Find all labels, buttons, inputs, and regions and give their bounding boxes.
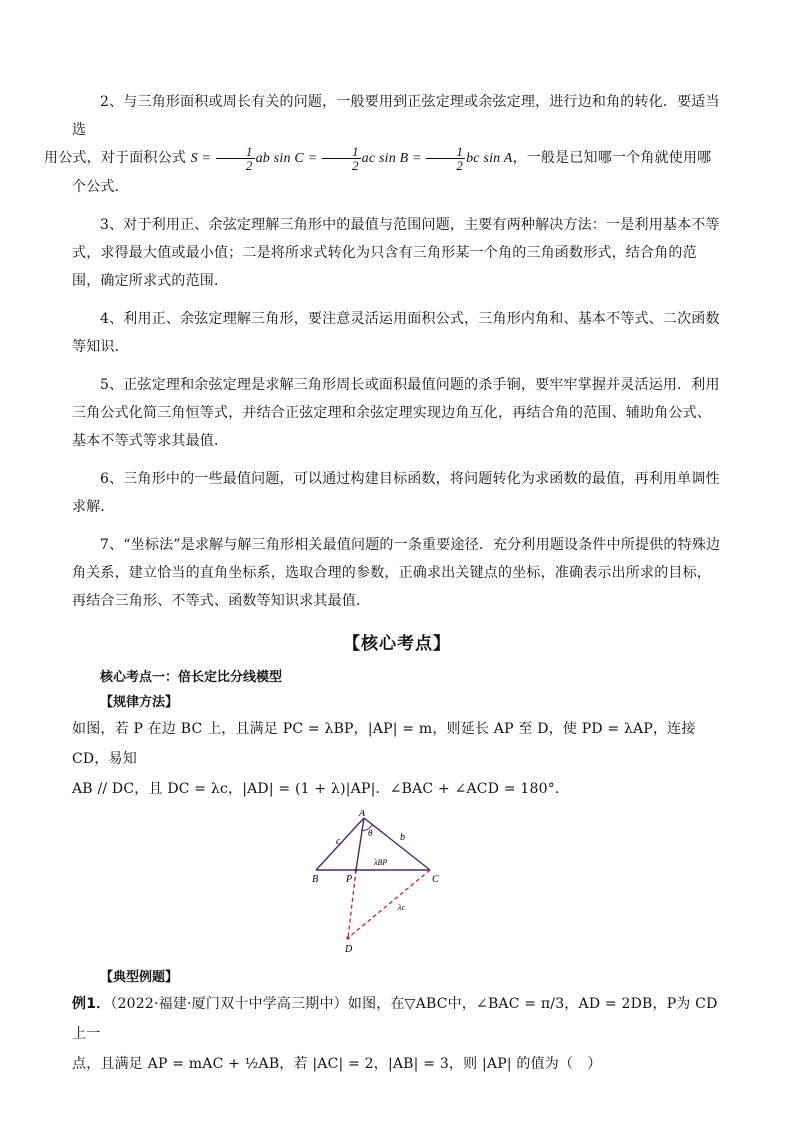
paragraph-5: 5、正弦定理和余弦定理是求解三角形周长或面积最值问题的杀手锏，要牢牢掌握并灵活运用．利用三角公式化简三角恒等式，并结合正弦定理和余弦定理实现边角互化，再结合角的范围、辅助角公式、基本不等式等求其最值． [72,377,720,449]
section-title: 【核心考点】 [343,634,451,654]
label-theta: θ [368,828,373,838]
p2-line2-b: ，一般是已知哪一个角就使用哪个公式． [72,150,712,195]
label-lambda-c: λc [398,903,406,912]
label-A: A [359,810,366,819]
rule-line-2: AB // DC，且 DC = λc，|AD| = (1 + λ)|AP|．∠BAC + ∠ACD = 180°． [72,781,570,797]
triangle-figure [312,810,482,960]
core-point-heading: 核心考点一：倍长定比分线模型 [100,670,283,685]
label-B: B [312,874,319,885]
p2-line1: 2、与三角形面积或周长有关的问题，一般要用到正弦定理或余弦定理，进行边和角的转化．要适当选 [72,94,720,138]
paragraph-6: 6、三角形中的一些最值问题，可以通过构建目标函数，将问题转化为求函数的最值，再利用单调性求解． [72,471,720,515]
label-b: b [400,832,405,843]
label-c: c [336,836,341,847]
paragraph-2 [44,88,722,201]
paragraph-4: 4、利用正、余弦定理解三角形，要注意灵活运用面积公式，三角形内角和、基本不等式、二次函数等知识． [72,311,720,355]
label-P: P [346,874,353,885]
rule-method-label: 【规律方法】 [100,695,179,710]
paragraph-3: 3、对于利用正、余弦定理解三角形中的最值与范围问题，主要有两种解决方法：一是利用基本不等式，求得最大值或最小值；二是将所求式转化为只含有三角形某一个角的三角函数形式，结合角的范围，确定所求式的范围． [72,217,720,289]
area-formula: S = $\frac{1}{2}$ ab sin C = $\frac{1}{2}$ ac sin B = $\frac{1}{2}$ bc sin A [190,144,513,174]
label-D: D [345,944,353,955]
document-page [44,88,722,1079]
label-C: C [432,874,439,885]
rule-line-1: 如图，若 P 在边 BC 上，且满足 PC = λBP，|AP| = m，则延长 AP 至 D，使 PD = λAP，连接 CD，易知 [72,721,696,767]
example-1-line-2: 点，且满足 AP = mAC + ½AB，若 |AC| = 2，|AB| = 3，则 |AP| 的值为（ ） [72,1056,602,1072]
example-1-line-1 [72,989,722,1049]
typical-example-label: 【典型例题】 [100,970,179,985]
example-1-label: 例1． [72,996,111,1012]
paragraph-7: 7、“坐标法”是求解与解三角形相关最值问题的一条重要途径．充分利用题设条件中所提供的特殊边角关系，建立恰当的直角坐标系，选取合理的参数，正确求出关键点的坐标，准确表示出所求的目标，再结合三角形、不等式、函数等知识求其最值． [72,537,721,609]
label-lambda-bp: λBP [374,858,388,867]
example-1-text-1: （2022·福建·厦门双十中学高三期中）如图，在▽ABC中，∠BAC = π/3，AD = 2DB，P为 CD 上一 [72,996,718,1042]
p2-line2-a: 用公式，对于面积公式 [44,150,186,166]
